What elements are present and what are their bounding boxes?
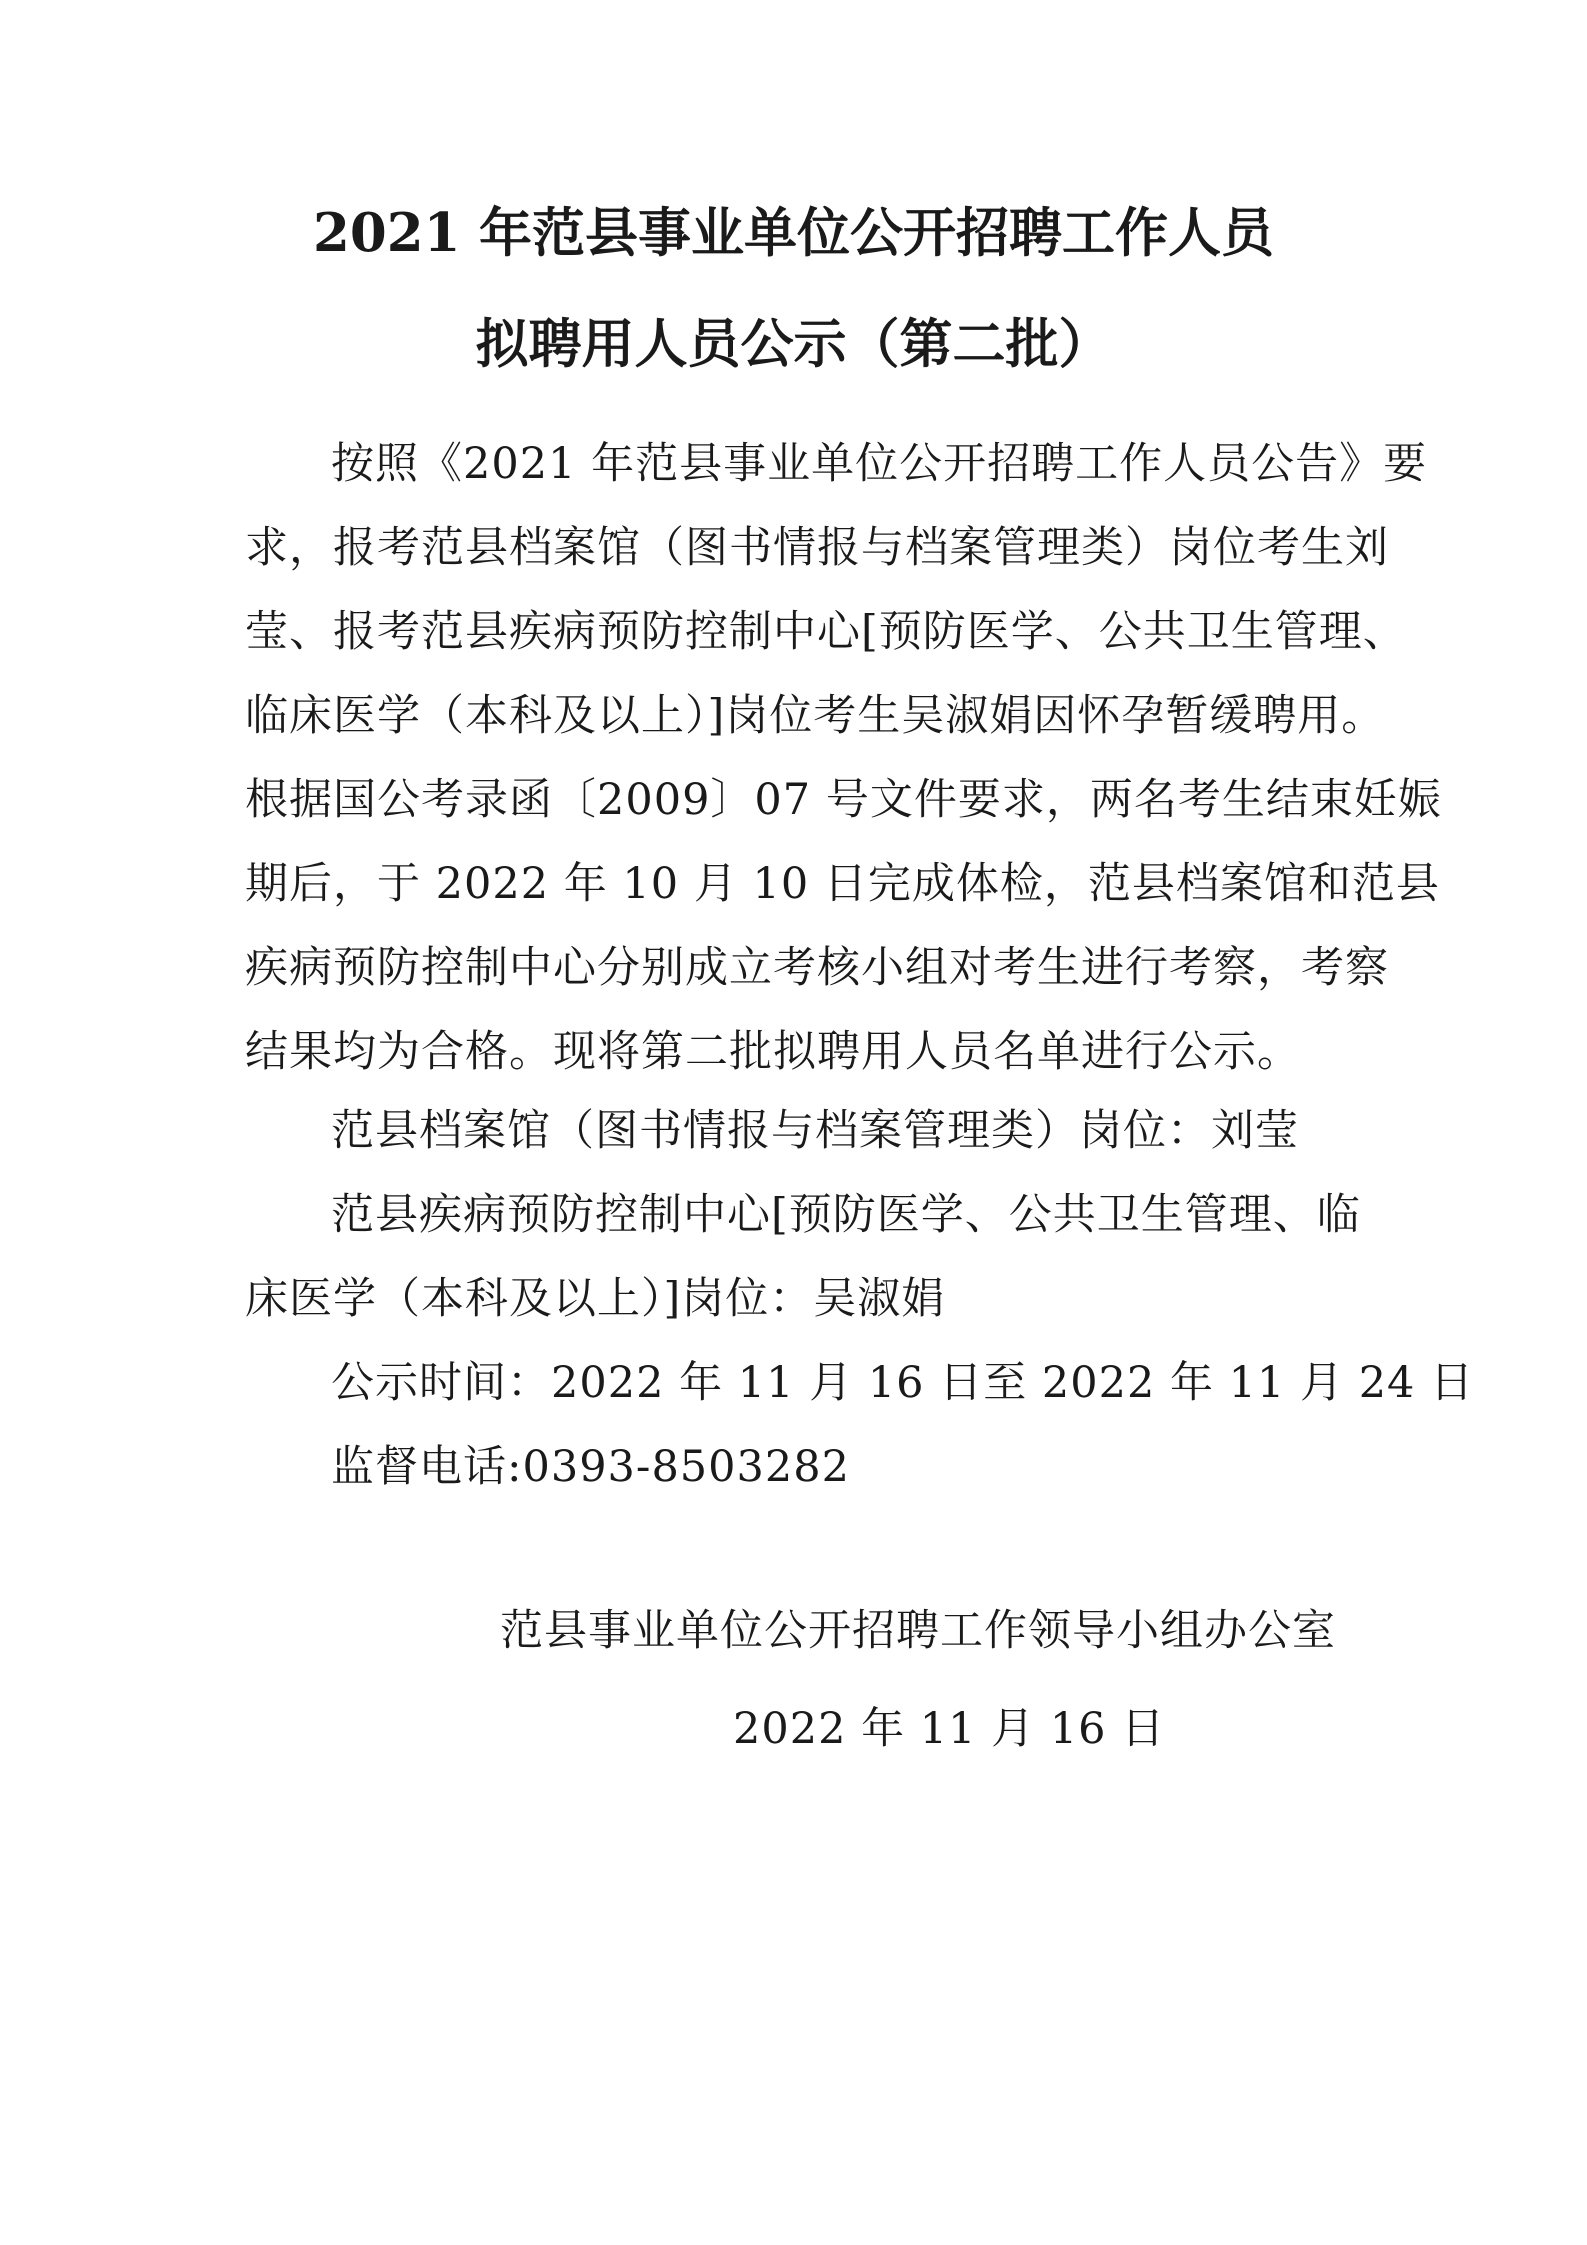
publicity-period: 公示时间：2022 年 11 月 16 日至 2022 年 11 月 24 日 <box>331 1358 1475 1408</box>
archive-position-paragraph <box>245 1089 1345 1173</box>
paragraph-line: 根据国公考录函〔2009〕07 号文件要求，两名考生结束妊娠 <box>245 775 1442 825</box>
paragraph-line: 临床医学（本科及以上）]岗位考生吴淑娟因怀孕暂缓聘用。 <box>245 691 1386 741</box>
cdc-position-paragraph <box>245 1173 1361 1341</box>
paragraph-line: 按照《2021 年范县事业单位公开招聘工作人员公告》要 <box>331 439 1428 489</box>
paragraph-line: 莹、报考范县疾病预防控制中心[预防医学、公共卫生管理、 <box>245 607 1407 657</box>
supervision-phone: 监督电话:0393-8503282 <box>331 1442 850 1492</box>
title-line-1: 2021 年范县事业单位公开招聘工作人员 <box>313 202 1274 264</box>
paragraph-line: 疾病预防控制中心分别成立考核小组对考生进行考察，考察 <box>245 943 1389 993</box>
paragraph-line: 求，报考范县档案馆（图书情报与档案管理类）岗位考生刘 <box>245 523 1389 573</box>
cdc-position-line: 床医学（本科及以上）]岗位：吴淑娟 <box>245 1274 946 1324</box>
supervision-phone-paragraph <box>245 1425 1345 1509</box>
archive-position-line: 范县档案馆（图书情报与档案管理类）岗位：刘莹 <box>331 1106 1299 1156</box>
issuer-signature: 范县事业单位公开招聘工作领导小组办公室 <box>500 1606 1336 1656</box>
paragraph-line: 期后，于 2022 年 10 月 10 日完成体检，范县档案馆和范县 <box>245 859 1440 909</box>
paragraph-line: 结果均为合格。现将第二批拟聘用人员名单进行公示。 <box>245 1027 1301 1077</box>
issue-date: 2022 年 11 月 16 日 <box>733 1704 1166 1754</box>
publicity-period-paragraph <box>245 1341 1475 1425</box>
cdc-position-line: 范县疾病预防控制中心[预防医学、公共卫生管理、临 <box>331 1190 1361 1240</box>
main-paragraph <box>245 422 1442 1094</box>
title-line-2: 拟聘用人员公示（第二批） <box>475 313 1112 375</box>
